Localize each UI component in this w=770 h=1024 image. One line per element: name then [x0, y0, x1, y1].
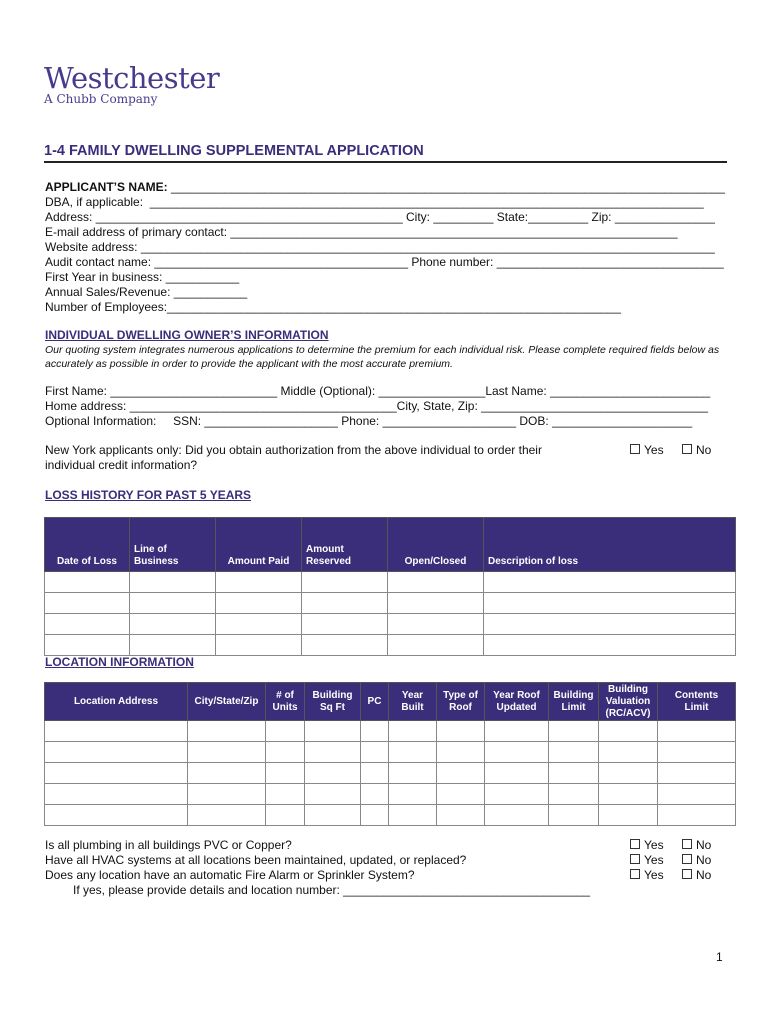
loss-header-row: [45, 518, 736, 572]
table-cell-input[interactable]: [437, 721, 485, 742]
location-header-cell: PC: [361, 683, 389, 721]
table-cell-input[interactable]: [45, 572, 130, 593]
table-cell-input[interactable]: [188, 805, 266, 826]
table-cell-input[interactable]: [388, 614, 484, 635]
table-cell-input[interactable]: [485, 763, 549, 784]
location-header-cell: Contents Limit: [658, 683, 736, 721]
table-cell-input[interactable]: [485, 742, 549, 763]
location-header-cell: Building Sq Ft: [305, 683, 361, 721]
location-table: [44, 682, 736, 826]
table-cell-input[interactable]: [484, 572, 736, 593]
checkbox-icon: [630, 444, 640, 454]
table-cell-input[interactable]: [266, 742, 305, 763]
table-cell-input[interactable]: [437, 742, 485, 763]
table-cell-input[interactable]: [45, 763, 188, 784]
table-cell-input[interactable]: [437, 763, 485, 784]
first-year-field[interactable]: First Year in business: ___________: [45, 270, 240, 284]
employees-field[interactable]: Number of Employees:____________________________________________________________________: [45, 300, 621, 314]
table-cell-input[interactable]: [45, 721, 188, 742]
table-cell-input[interactable]: [599, 763, 658, 784]
fire-alarm-yes-checkbox[interactable]: Yes: [630, 868, 664, 882]
title-divider: [44, 161, 727, 163]
table-cell-input[interactable]: [388, 572, 484, 593]
owner-name-field[interactable]: First Name: _________________________ Middle (Optional): ________________Last Name: ________________________: [45, 384, 711, 398]
website-field[interactable]: Website address: ______________________________________________________________________________________: [45, 240, 715, 254]
table-cell-input[interactable]: [361, 763, 389, 784]
table-cell-input[interactable]: [130, 572, 216, 593]
location-header-cell: Location Address: [45, 683, 188, 721]
table-cell-input[interactable]: [45, 805, 188, 826]
table-cell-input[interactable]: [658, 784, 736, 805]
table-cell-input[interactable]: [389, 805, 437, 826]
loss-header-cell: Amount Paid: [216, 518, 302, 572]
table-cell-input[interactable]: [485, 784, 549, 805]
checkbox-icon: [682, 869, 692, 879]
applicant-name-field[interactable]: [45, 180, 725, 194]
table-cell-input[interactable]: [485, 721, 549, 742]
location-header-row: [45, 683, 736, 721]
revenue-field[interactable]: Annual Sales/Revenue: ___________: [45, 285, 248, 299]
applicant-name-label: APPLICANT’S NAME:: [45, 180, 168, 194]
table-cell-input[interactable]: [130, 614, 216, 635]
table-cell-input[interactable]: [658, 742, 736, 763]
table-cell-input[interactable]: [389, 784, 437, 805]
table-row: [45, 763, 736, 784]
table-row: [45, 635, 736, 656]
table-cell-input[interactable]: [45, 742, 188, 763]
location-header-cell: Year Roof Updated: [485, 683, 549, 721]
table-cell-input[interactable]: [658, 805, 736, 826]
location-header-cell: Year Built: [389, 683, 437, 721]
table-cell-input[interactable]: [45, 635, 130, 656]
applicant-name-line: ___________________________________________________________________________________: [167, 180, 725, 194]
table-cell-input[interactable]: [658, 721, 736, 742]
table-row: [45, 572, 736, 593]
fire-alarm-no-checkbox[interactable]: No: [682, 868, 711, 882]
location-heading: LOCATION INFORMATION: [45, 655, 194, 669]
table-cell-input[interactable]: [302, 614, 388, 635]
location-header-cell: City/State/Zip: [188, 683, 266, 721]
table-row: [45, 721, 736, 742]
table-cell-input[interactable]: [302, 593, 388, 614]
checkbox-icon: [682, 839, 692, 849]
table-cell-input[interactable]: [484, 635, 736, 656]
location-header-cell: Building Limit: [549, 683, 599, 721]
plumbing-question: Is all plumbing in all buildings PVC or Copper?: [45, 838, 292, 852]
table-cell-input[interactable]: [45, 614, 130, 635]
table-cell-input[interactable]: [389, 742, 437, 763]
owner-section-heading: INDIVIDUAL DWELLING OWNER’S INFORMATION: [45, 328, 329, 342]
table-cell-input[interactable]: [549, 721, 599, 742]
loss-history-heading: LOSS HISTORY FOR PAST 5 YEARS: [45, 488, 252, 502]
table-cell-input[interactable]: [266, 784, 305, 805]
hvac-yes-checkbox[interactable]: Yes: [630, 853, 664, 867]
table-cell-input[interactable]: [361, 805, 389, 826]
table-row: [45, 614, 736, 635]
table-row: [45, 805, 736, 826]
owner-optional-field[interactable]: Optional Information: SSN: ____________________ Phone: ____________________ DOB: _____________________: [45, 414, 693, 428]
audit-contact-field[interactable]: Audit contact name: ______________________________________ Phone number: __________________________________: [45, 255, 724, 269]
table-cell-input[interactable]: [437, 784, 485, 805]
fire-alarm-question: Does any location have an automatic Fire Alarm or Sprinkler System?: [45, 868, 415, 882]
table-cell-input[interactable]: [216, 614, 302, 635]
table-cell-input[interactable]: [388, 593, 484, 614]
table-cell-input[interactable]: [188, 721, 266, 742]
table-cell-input[interactable]: [388, 635, 484, 656]
table-cell-input[interactable]: [361, 721, 389, 742]
table-cell-input[interactable]: [599, 721, 658, 742]
table-cell-input[interactable]: [188, 763, 266, 784]
table-cell-input[interactable]: [599, 742, 658, 763]
table-cell-input[interactable]: [305, 805, 361, 826]
table-cell-input[interactable]: [188, 742, 266, 763]
checkbox-icon: [682, 854, 692, 864]
table-cell-input[interactable]: [484, 593, 736, 614]
table-row: [45, 784, 736, 805]
table-cell-input[interactable]: [266, 721, 305, 742]
table-cell-input[interactable]: [266, 805, 305, 826]
fire-alarm-details-field[interactable]: If yes, please provide details and location number: _____________________________________: [73, 883, 591, 897]
table-cell-input[interactable]: [188, 784, 266, 805]
loss-header-cell: Open/Closed: [388, 518, 484, 572]
company-logo: [44, 62, 219, 106]
table-row: [45, 742, 736, 763]
loss-header-cell: Description of loss: [484, 518, 736, 572]
location-header-cell: # of Units: [266, 683, 305, 721]
address-field[interactable]: Address: ______________________________________________ City: _________ State:_________ Zip: _______________: [45, 210, 715, 224]
owner-home-field[interactable]: Home address: ________________________________________City, State, Zip: __________________________________: [45, 399, 709, 413]
page-title: 1-4 FAMILY DWELLING SUPPLEMENTAL APPLICATION: [44, 143, 424, 159]
table-cell-input[interactable]: [302, 635, 388, 656]
hvac-no-checkbox[interactable]: No: [682, 853, 711, 867]
location-header-cell: Building Valuation (RC/ACV): [599, 683, 658, 721]
loss-header-cell: Amount Reserved: [302, 518, 388, 572]
table-cell-input[interactable]: [216, 572, 302, 593]
ny-question-line-1: New York applicants only: Did you obtain authorization from the above individual to order their: [45, 443, 542, 457]
table-cell-input[interactable]: [437, 805, 485, 826]
table-cell-input[interactable]: [361, 742, 389, 763]
table-cell-input[interactable]: [305, 742, 361, 763]
table-cell-input[interactable]: [45, 593, 130, 614]
table-cell-input[interactable]: [302, 572, 388, 593]
hvac-question: Have all HVAC systems at all locations been maintained, updated, or replaced?: [45, 853, 467, 867]
owner-section-note: Our quoting system integrates numerous applications to determine the premium for each individual risk. Please complete required fields below as accurately as possible in order to provide the applicant with the most accurate premium.: [45, 344, 720, 370]
ny-no-checkbox[interactable]: No: [682, 443, 711, 457]
table-cell-input[interactable]: [389, 721, 437, 742]
table-cell-input[interactable]: [130, 635, 216, 656]
table-cell-input[interactable]: [389, 763, 437, 784]
loss-header-cell: Date of Loss: [45, 518, 130, 572]
ny-yes-checkbox[interactable]: Yes: [630, 443, 664, 457]
table-cell-input[interactable]: [305, 763, 361, 784]
dba-field[interactable]: DBA, if applicable: ___________________________________________________________________________________: [45, 195, 704, 209]
checkbox-icon: [630, 854, 640, 864]
table-cell-input[interactable]: [658, 763, 736, 784]
table-cell-input[interactable]: [549, 763, 599, 784]
ny-question-line-2: individual credit information?: [45, 458, 198, 472]
table-cell-input[interactable]: [266, 763, 305, 784]
table-cell-input[interactable]: [484, 614, 736, 635]
table-cell-input[interactable]: [549, 784, 599, 805]
table-cell-input[interactable]: [305, 784, 361, 805]
logo-tagline: A Chubb Company: [44, 92, 158, 106]
table-cell-input[interactable]: [549, 805, 599, 826]
checkbox-icon: [682, 444, 692, 454]
table-cell-input[interactable]: [361, 784, 389, 805]
table-cell-input[interactable]: [599, 805, 658, 826]
plumbing-yes-checkbox[interactable]: Yes: [630, 838, 664, 852]
table-cell-input[interactable]: [485, 805, 549, 826]
table-cell-input[interactable]: [599, 784, 658, 805]
plumbing-no-checkbox[interactable]: No: [682, 838, 711, 852]
table-cell-input[interactable]: [130, 593, 216, 614]
table-cell-input[interactable]: [549, 742, 599, 763]
table-cell-input[interactable]: [45, 784, 188, 805]
table-cell-input[interactable]: [216, 593, 302, 614]
logo-wordmark: Westchester: [44, 61, 220, 95]
location-header-cell: Type of Roof: [437, 683, 485, 721]
table-row: [45, 593, 736, 614]
checkbox-icon: [630, 869, 640, 879]
page-number: 1: [716, 950, 723, 964]
table-cell-input[interactable]: [305, 721, 361, 742]
table-cell-input[interactable]: [216, 635, 302, 656]
loss-header-cell: Line of Business: [130, 518, 216, 572]
loss-history-table: [44, 517, 736, 656]
email-field[interactable]: E-mail address of primary contact: ___________________________________________________________________: [45, 225, 678, 239]
checkbox-icon: [630, 839, 640, 849]
